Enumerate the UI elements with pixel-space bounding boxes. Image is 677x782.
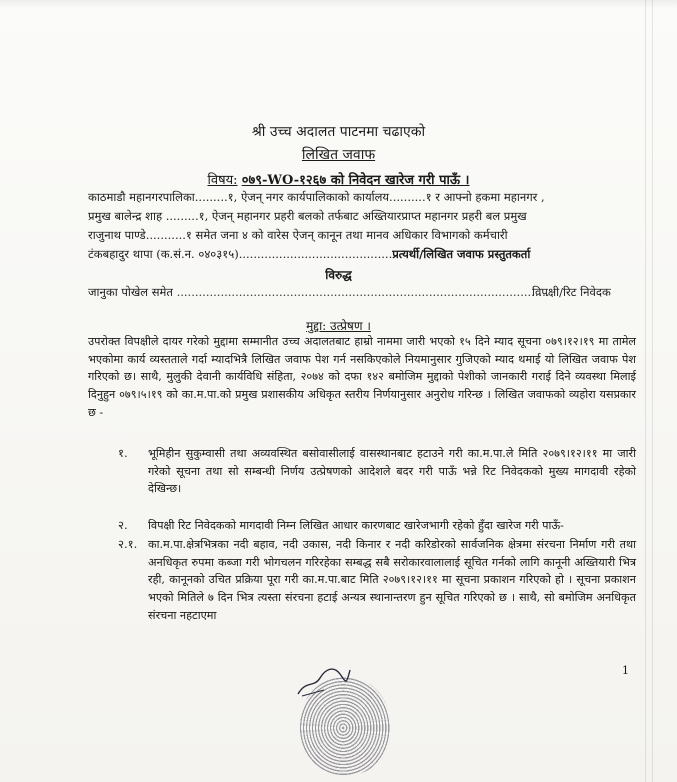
respondent-role: प्रत्यर्थी/लिखित जवाफ प्रस्तुतकर्ता [392, 247, 531, 261]
petitioner-name: जानुका पोखेल समेत [88, 285, 173, 299]
document-title: लिखित जवाफ [301, 147, 376, 163]
petitioner-role: विपक्षी/रिट निवेदक [532, 285, 611, 299]
page-shadow [0, 0, 677, 8]
intro-paragraph: उपरोक्त विपक्षीले दायर गरेको मुद्दामा सम्मानीत उच्च अदालतबाट हाम्रो नाममा जारी भएको १५ दिने म्याद सूचना ०७९।१२।१९ मा तामेल भएकोमा कार्य व्यस्तताले गर्दा म्यादभित्रै लिखित जवाफ पेश गर्न नसकिएकोले नियमानुसार गुजिएको म्याद थमाई यो लिखित जवाफ पेश गरिएको छ। साथै, मुलुकी देवानी कार्यविधि संहिता, २०७४ को दफा १४२ बमोजिम मुद्दाको पेशीको जानकारी गराई दिने व्यवस्था मिलाई दिनुहुन ०७९।५।१९ को का.म.पा.को प्रमुख प्रशासकीय अधिकृत स्तरीय निर्णयानुसार अनुरोध गरिन्छ । लिखित जवाफको व्यहोरा यसप्रकार छ - [88, 335, 636, 419]
respondent-line-2: प्रमुख बालेन्द्र शाह .........१, ऐजन् महानगर प्रहरी बलको तर्फबाट अख्तियारप्राप्त महानगर प्रहरी बल प्रमुख [88, 209, 527, 223]
subject-line [0, 170, 677, 188]
subject-label: विषय: [207, 173, 238, 188]
respondent-line-1: काठमाडौ महानगरपालिका.........१, ऐजन् नगर कार्यपालिकाको कार्यालय..........१ र आफ्नो हकमा महानगर , [88, 190, 545, 204]
fold-line [652, 0, 653, 782]
versus-label: विरुद्ध [325, 268, 352, 282]
item-text: का.म.पा.क्षेत्रभित्रका नदी बहाव, नदी उकास, नदी किनार र नदी करिडोरको सार्वजनिक क्षेत्रमा संरचना निर्माण गरी तथा अनधिकृत रुपमा कब्जा गरी भोगचलन गरिरहेका सम्बद्ध सबै सरोकारवालालाई सूचित गर्नको लागि कानूनी अख्तियारी भित्र रही, कानूनको उचित प्रक्रिया पूरा गरी का.म.पा.बाट मिति २०७९।१२।११ मा सूचना प्रकाशन गरिएको हो । सूचना प्रकाशन भएको मितिले ७ दिन भित्र त्यस्ता संरचना हटाई अन्यत्र स्थानान्तरण हुन सूचित गरिएको छ । साथै, सो बमोजिम अनधिकृत संरचना नहटाएमा [148, 538, 636, 622]
respondent-line-3: राजुनाथ पाण्डे...........१ समेत जना ४ को वारेस ऐजन् कानून तथा मानव अधिकार विभागको कर्मचारी [88, 228, 508, 242]
subject-text: ०७९-WO-१२६७ को निवेदन खारेज गरी पाऊँ । [241, 173, 470, 188]
item-number: २.१. [118, 537, 138, 551]
petitioner-dots: ...................................................................................................... [176, 285, 550, 299]
item-text: विपक्षी रिट निवेदकको मागदावी निम्न लिखित आधार कारणबाट खारेजभागी रहेको हुँदा खारेज गरी पाऊँ- [148, 519, 564, 532]
item-number: २. [118, 518, 128, 532]
page-number: 1 [622, 664, 629, 677]
respondent-name: टंकबहादुर थापा (क.सं.न. ०४०३१५).......................................... [88, 247, 393, 261]
thumbprint [300, 677, 390, 775]
court-heading: श्री उच्च अदालत पाटनमा चढाएको [251, 124, 426, 140]
petitioner-line [88, 285, 549, 300]
fold-line [645, 0, 646, 782]
item-number: १. [118, 446, 128, 460]
section-title: मुद्दा: उत्प्रेषण । [306, 319, 371, 333]
respondent-line-4 [88, 247, 530, 262]
item-text: भूमिहीन सुकुम्वासी तथा अव्यवस्थित बसोवासीलाई वासस्थानबाट हटाउने गरी का.म.पा.ले मिति २०७९।१२।११ मा जारी गरेको सूचना तथा सो सम्बन्धी निर्णय उत्प्रेषणको आदेशले बदर गरी पाऊँ भन्ने रिट निवेदकको मुख्य मागदावी रहेको देखिन्छ। [148, 447, 636, 496]
